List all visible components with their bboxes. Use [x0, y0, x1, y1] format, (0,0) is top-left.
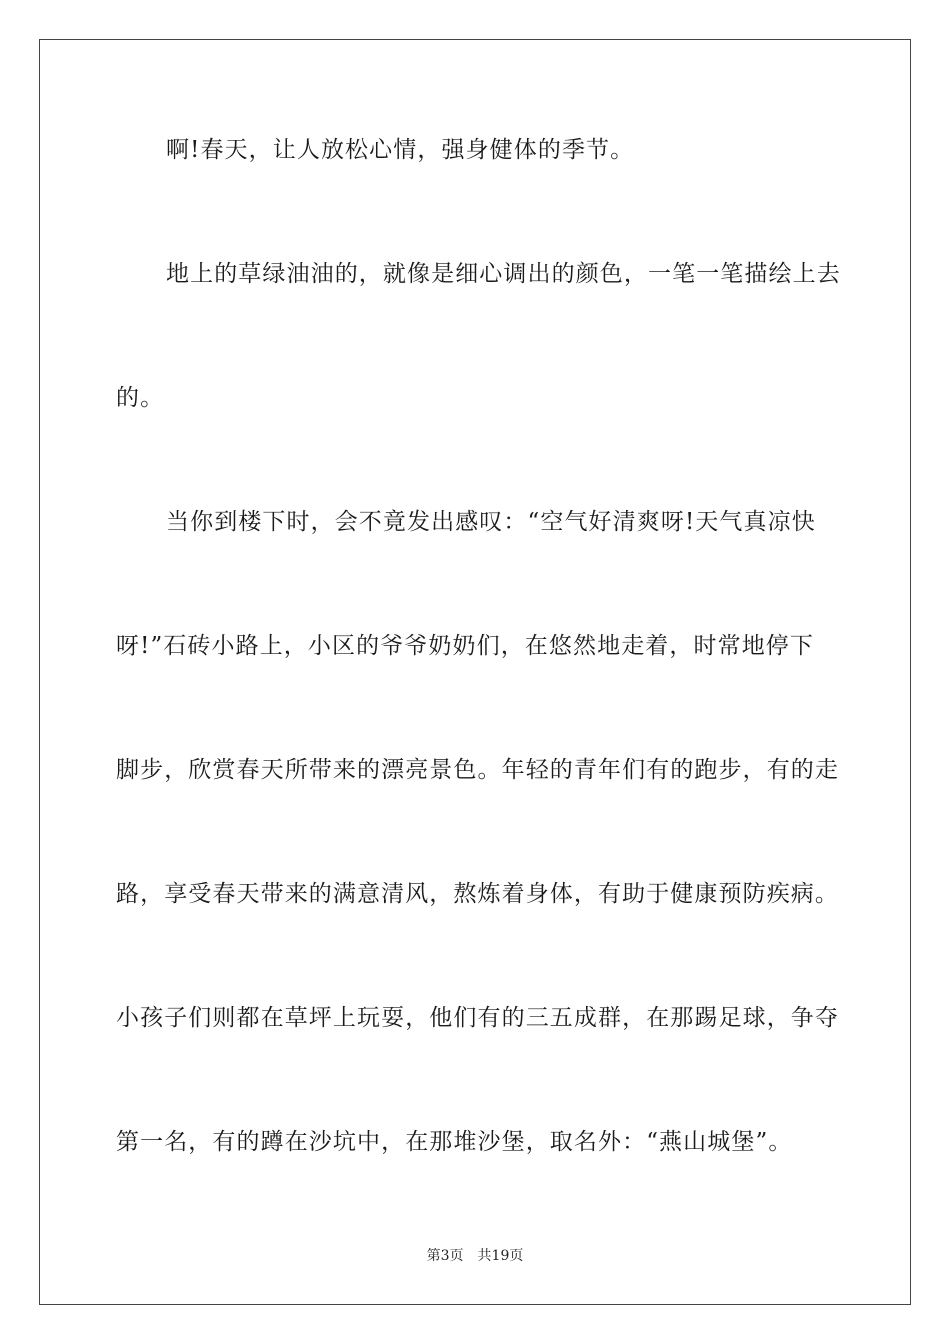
paragraph-line-1: 啊!春天，让人放松心情，强身健体的季节。: [166, 137, 635, 163]
paragraph-line-8: 小孩子们则都在草坪上玩耍，他们有的三五成群，在那踢足球，争夺: [116, 1005, 839, 1031]
paragraph-line-7: 路，享受春天带来的满意清风，熬炼着身体，有助于健康预防疾病。: [116, 881, 839, 907]
paragraph-line-9: 第一名，有的蹲在沙坑中，在那堆沙堡，取名外：“燕山城堡”。: [116, 1129, 793, 1155]
paragraph-line-2: 地上的草绿油油的，就像是细心调出的颜色，一笔一笔描绘上去: [166, 261, 841, 287]
page-border: [39, 39, 911, 1305]
paragraph-line-4: 当你到楼下时，会不竟发出感叹：“空气好清爽呀!天气真凉快: [166, 509, 816, 535]
paragraph-line-5: 呀!”石砖小路上，小区的爷爷奶奶们，在悠然地走着，时常地停下: [116, 633, 815, 659]
page-number: 第3页: [426, 1248, 464, 1264]
page-total: 共19页: [477, 1248, 524, 1264]
paragraph-line-6: 脚步，欣赏春天所带来的漂亮景色。年轻的青年们有的跑步，有的走: [116, 757, 839, 783]
page-footer: [0, 1246, 950, 1266]
paragraph-line-3: 的。: [116, 385, 165, 411]
